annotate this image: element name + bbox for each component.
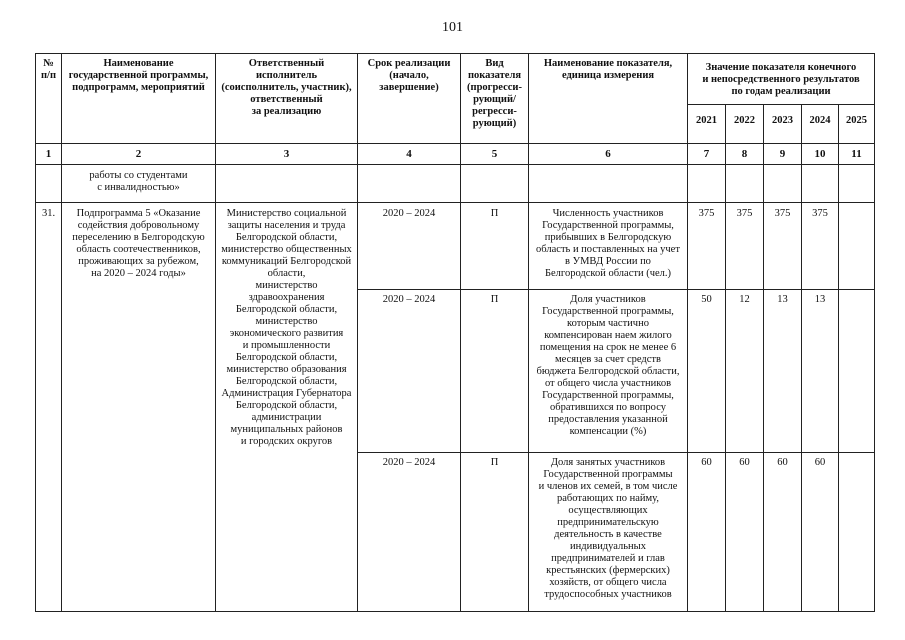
header-col-num: № п/п [40,58,57,81]
col-border-8 [763,104,764,612]
indicator2-bottom-line [357,452,875,453]
page-number: 101 [442,20,463,35]
row-number: 31. [41,208,56,219]
indicator-2-type: П [490,294,499,305]
indicator-3-value-2022: 60 [739,457,750,468]
column-number-6: 6 [605,148,611,160]
header-col-type: Вид показателя (прогресси- рующий/ регресси- рующий) [467,58,522,129]
indicator-1-term: 2020 – 2024 [382,208,436,219]
col-border-left [35,53,36,612]
indicator1-bottom-line [357,289,875,290]
header-year-2024: 2024 [809,115,831,126]
col-border-1 [61,53,62,612]
continuation-bottom-line [35,202,875,203]
column-number-2: 2 [135,148,142,160]
continuation-text: работы со студентами с инвалидностью» [89,170,188,193]
indicator-1-value-2023: 375 [774,208,791,219]
col-border-10 [838,104,839,612]
table-border-bottom [35,611,875,612]
indicator-1-name: Численность участников Государственной программы, прибывших в Белгородскую область и поставленных на учет в УМВД России по Белгородской области (чел.) [536,208,680,279]
column-number-9: 9 [779,148,786,160]
column-number-1: 1 [45,148,52,160]
header-year-2025: 2025 [846,115,867,126]
years-header-line [687,104,875,105]
col-border-4 [460,53,461,612]
column-number-8: 8 [741,148,748,160]
header-bottom-line [35,143,875,144]
header-col-name: Наименование государственной программы, подпрограмм, мероприятий [68,58,209,93]
header-col-term: Срок реализации (начало, завершение) [367,58,451,93]
header-col-executor: Ответственный исполнитель (соисполнитель, участник), ответственный за реализацию [221,58,352,117]
indicator-2-value-2021: 50 [701,294,712,305]
col-border-6 [687,53,688,612]
header-year-2021: 2021 [696,115,717,126]
header-year-2022: 2022 [734,115,755,126]
table-border-top [35,53,875,54]
indicator-3-value-2023: 60 [777,457,788,468]
executor-list: Министерство социальной защиты населения и труда Белгородской области, министерство общественных коммуникаций Белгородской области, министерство здравоохранения Белгородской области, министерство экономического развития и промышленности Белгородской области, министерство образования Белгородской области, Администрация Губернатора Белгородской области, администрации муниципальных районов и городских округов [221,208,352,447]
indicator-3-value-2021: 60 [701,457,712,468]
header-col-values: Значение показателя конечного и непосредственного результатов по годам реализации [702,62,860,97]
column-number-4: 4 [406,148,412,160]
col-border-7 [725,104,726,612]
indicator-3-type: П [490,457,499,468]
indicator-3-value-2024: 60 [814,457,826,468]
column-number-5: 5 [491,148,498,160]
column-number-3: 3 [283,148,290,160]
indicator-3-name: Доля занятых участников Государственной программы и членов их семей, в том числе работающих по найму, осуществляющих предпринимательскую деятельность в качестве индивидуальных предпринимателей и глав крестьянских (фермерских) хозяйств, от общего числа трудоспособных участников [538,457,678,600]
col-border-9 [801,104,802,612]
column-number-11: 11 [851,148,862,160]
indicator-2-name: Доля участников Государственной программы, которым частично компенсирован наем жилого помещения на срок не менее 6 месяцев за счет средств бюджета Белгородской области, от общего числа участников Государственной программы, обратившихся по вопросу предоставления указанной компенсации (%) [536,294,680,437]
col-border-3 [357,53,358,612]
indicator-3-term: 2020 – 2024 [382,457,436,468]
subprogram-name: Подпрограмма 5 «Оказание содействия добровольному переселению в Белгородскую область соотечественников, проживающих за рубежом, на 2020 – 2024 годы» [72,208,205,279]
column-number-7: 7 [703,148,710,160]
header-year-2023: 2023 [772,115,793,126]
indicator-2-value-2022: 12 [739,294,750,305]
colnum-bottom-line [35,164,875,165]
indicator-2-term: 2020 – 2024 [382,294,436,305]
column-number-10: 10 [814,148,826,160]
indicator-2-value-2024: 13 [814,294,826,305]
indicator-1-type: П [490,208,499,219]
indicator-2-value-2023: 13 [777,294,788,305]
indicator-1-value-2024: 375 [812,208,828,219]
header-col-indicator: Наименование показателя, единица измерения [543,58,673,81]
indicator-1-value-2022: 375 [736,208,753,219]
col-border-right [874,53,875,612]
indicator-1-value-2021: 375 [698,208,715,219]
